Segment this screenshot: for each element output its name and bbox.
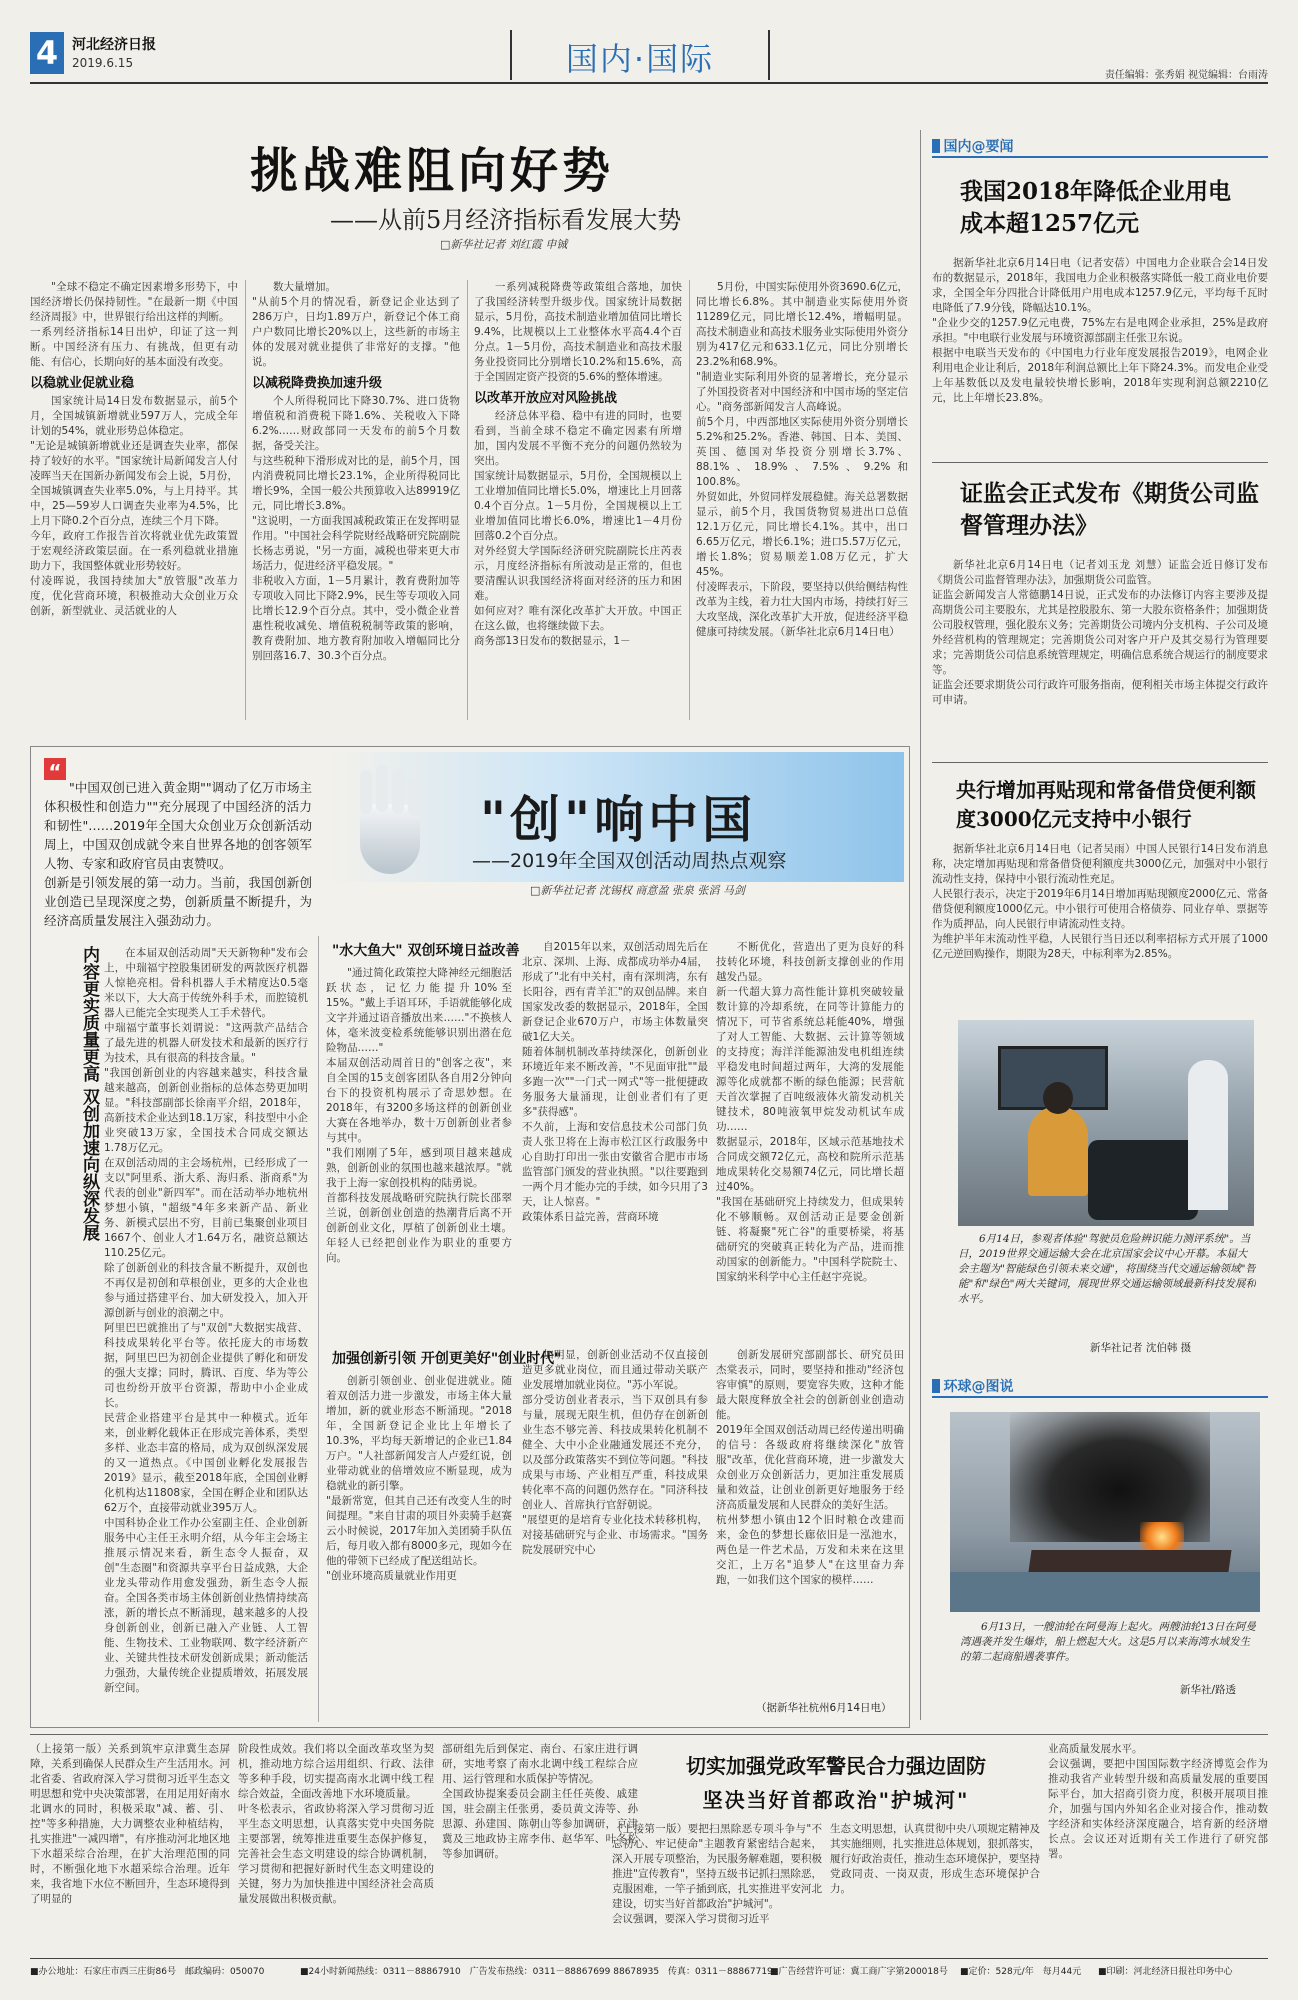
- photo1-caption: 6月14日，参观者体验"驾驶员危险辨识能力测评系统"。当日，2019世界交通运输大会在北京国家会议中心开幕。本届大会主题为"智能绿色引领未来交通"，将围绕当代交通运输领域"智能"和"绿色"两大关键词，展现世界交通运输领域最新科技发展和水平。: [958, 1233, 1256, 1305]
- bottom-headline-1: 切实加强党政军警民合力强边固防: [686, 1754, 986, 1778]
- robot-hand-graphic: [330, 770, 450, 880]
- col-divider: [245, 280, 246, 720]
- feature-quote-intro: "中国双创已进入黄金期""调动了亿万市场主体积极性和创造力""充分展现了中国经济的活力和韧性"……2019年全国大众创业万众创新活动周上，中国双创成就令来自世界各地的创客领军人物、专家和政府官员由衷赞叹。 创新是引领发展的第一动力。当前，我国创新创业创造已呈现深度之势，创新质量不断提升，为经济高质量发展注入强劲动力。: [44, 780, 312, 928]
- sidebar-header-world: [932, 1376, 1268, 1398]
- square-icon: [932, 1379, 940, 1393]
- feature-subtitle: ——2019年全国双创活动周热点观察: [472, 850, 787, 872]
- footer-rule: [30, 1958, 1268, 1959]
- col-divider: [318, 936, 319, 1722]
- photo-person-head: [1043, 1082, 1073, 1114]
- lead-col-1: [30, 280, 238, 720]
- feature-subhead-2: 加强创新引领 开创更美好"创业时代": [332, 1351, 562, 1367]
- lead-col4: 5月份，中国实际使用外资3690.6亿元，同比增长6.8%。其中制造业实际使用外资11289亿元，同比增长12.4%，增幅明显。高技术制造业和高技术服务业实际使用外资分别为417亿元和633.1亿元，同比分别增长23.2%和68.9%。 "制造业实际利用外资的显著增长，充分显示了外国投资者对中国经济和中国市场的坚定信心。"商务部新闻发言人高峰说。 前5个月，中西部地区实际使用外资分别增长5.2%和25.2%。香港、韩国、日本、美国、英国、德国对华投资分别增长3.7%、88.1%、18.9%、7.5%、9.2%和100.8%。 外贸如此，外贸同样发展稳健。海关总署数据显示，前5个月，我国货物贸易进出口总值12.1万亿元，同比增长4.1%。其中，出口6.65万亿元，增长6.1%；进口5.57万亿元，增长1.8%；贸易顺差1.08万亿元，扩大45%。 付凌晖表示，下阶段，要坚持以供给侧结构性改革为主线，着力壮大国内市场，持续打好三大攻坚战，深化改革扩大开放，促进经济平稳健康可持续发展。（新华社北京6月14日电）: [696, 281, 908, 638]
- bottom-col-5: 生态文明思想，认真贯彻中央八项规定精神及其实施细则，扎实推进总体规划，狠抓落实，履行好政治责任，推动生态环境保护，要坚持党政同责、一岗双责，形成生态环境保护合力。: [830, 1823, 1040, 1895]
- editors: 责任编辑：张秀娟 视觉编辑：台雨涛: [1104, 70, 1268, 81]
- section-title: 国内·国际: [565, 40, 715, 78]
- lead-col-2: [252, 280, 460, 720]
- issue-date: 2019.6.15: [72, 56, 134, 70]
- photo1-credit: 新华社记者 沈伯韩 摄: [1090, 1342, 1192, 1354]
- sidebar-divider: [920, 130, 921, 1720]
- robot-hand-finger: [392, 768, 404, 814]
- lead-subhead-3: 以改革开放应对风险挑战: [474, 391, 618, 406]
- photo2-credit: 新华社/路透: [1180, 1684, 1237, 1696]
- bottom-rule: [30, 1734, 1268, 1735]
- robot-hand-finger: [360, 770, 372, 814]
- quote-icon: “: [44, 758, 66, 780]
- sidebar-header2-label: 环球@图说: [943, 1379, 1014, 1395]
- feature-left-body: 在本届双创活动周"天天新物种"发布会上，中瑞福宁控股集团研发的两款医疗机器人惊艳亮相。骨科机器人手术精度达0.5毫米以下，大大高于传统外科手术，而腔镜机器人已能完全实现类人工手术替代。 中瑞福宁董事长刘谓说："这两款产品结合了最先进的机器人研发技术和最新的医疗行为技术，具有很高的科技含量。" "我国创新创业的内容越来越实，科技含量越来越高，创新创业指标的总体态势更加明显。"科技部副部长徐南平介绍，2018年，高新技术企业达到18.1万家，科技型中小企业突破13万家，全国技术合同成交额达1.78万亿元。 在双创活动周的主会场杭州，已经形成了一支以"阿里系、浙大系、海归系、浙商系"为代表的创业"新四军"。而在活动举办地杭州梦想小镇，"超级"4年多来新产品、新业务、新模式层出不穷，目前已集聚创业项目1667个、创业人才1.64万名，融资总额达110.25亿元。 除了创新创业的科技含量不断提升，双创也不再仅是初创和草根创业，更多的大企业也参与通过搭建平台、加大研发投入，加入开源创新与创业的浪潮之中。 阿里巴巴就推出了与"双创"大数据实战营、科技成果转化平台等。依托庞大的市场数据，阿里巴巴为初创企业提供了孵化和研发的强大支撑；同时，腾讯、百度、华为等公司也纷纷开放平台资源，帮助中小企业成长。 民营企业搭建平台是其中一种模式。近年来，创业孵化载体正在形成完善体系，类型多样、业态丰富的格局，成为双创纵深发展的又一道热点。《中国创业孵化发展报告2019》显示，截至2018年底，全国创业孵化机构达11808家，全国在孵企业和团队达62万个，直接带动就业395万人。 中国科协企业工作办公室副主任、企业创新服务中心主任王永明介绍，从今年主会场主推展示情况来看，新生态令人振奋，双创"生态圈"和资源共享平台日益成熟，大企业龙头带动作用愈发强劲，新生态令人振奋。全国各类市场主体创新创业热情持续高涨，新的增长点不断涌现，越来越多的人投身创新创业，创新已融入产业链、人工智能、生物技术、工业物联网、数字经济新产业、关键共性技术研发创新成果；新动能活力强劲，大量传统企业提质增效，拓展发展新空间。: [104, 947, 308, 1694]
- sidebar-item3-title: 央行增加再贴现和常备借贷便利额度3000亿元支持中小银行: [956, 778, 1256, 831]
- masthead: [30, 30, 1268, 90]
- photo-ship: [1028, 1550, 1231, 1572]
- sidebar-header-domestic: [932, 136, 1268, 158]
- feature-credit: （据新华社杭州6月14日电）: [756, 1702, 892, 1714]
- photo-fire: [1140, 1522, 1184, 1552]
- masthead-rule: [30, 82, 1268, 84]
- feature-s1-col1: "通过简化政策控大降神经元细胞活跃状态，记忆力能提升10%至15%。"戴上手语耳环，手语就能够化成文字并通过语音播放出来……"不换核人体，毫米波变检系统能够识别出潜在危险物品……" 本届双创活动周首日的"创客之夜"，来自全国的15支创客团队各自用2分钟向台下的投资机构展示了奇思妙想。在2018年，有3200多场这样的创新创业大赛在各地举办，数十万创新创业者参与其中。 "我们刚刚了5年，感到项目越来越成熟，创新创业的氛围也越来越浓厚。"就我于上海一家创投机构的陆勇说。 首都科技发展战略研究院执行院长邵翠兰说，创新创业创造的热潮背后离不开创新创业文化，厚植了创新创业土壤。年轻人已经把创业作为职业的重要方向。: [326, 967, 512, 1264]
- lead-col1-rest: 国家统计局14日发布数据显示，前5个月，全国城镇新增就业597万人，完成全年计划的54%，就业形势总体稳定。 "无论是城镇新增就业还是调查失业率，都保持了较好的水平。"国家统计局新闻发言人付凌晖当天在国新办新闻发布会上说，5月份，全国城镇调查失业率5.0%，与上月持平。其中，25—59岁人口调查失业率为4.5%，比上月下降0.2个百分点，连续三个月下降。 今年，政府工作报告首次将就业优先政策置于宏观经济政策层面。在一系列稳就业措施助力下，我国整体就业形势较好。 付凌晖说，我国持续加大"放管服"改革力度，优化营商环境，积极推动大众创业万众创新，新型就业、灵活就业的人: [30, 395, 238, 617]
- lead-col3-a: 一系列减税降费等政策组合落地，加快了我国经济转型升级步伐。国家统计局数据显示，5月份，高技术制造业增加值同比增长9.4%，比规模以上工业整体水平高4.4个百分点。1－5月份，高技术制造业和高技术服务业投资同比分别增长10.2%和15.6%，高于全国固定资产投资的5.6%的整体增速。: [474, 281, 682, 383]
- lead-col2-a: 数大量增加。 "从前5个月的情况看，新登记企业达到了286万户，日均1.89万户，新登记个体工商户户数同比增长20%以上，这些新的市场主体的发展对就业提供了非常好的支撑。"他说。: [252, 281, 460, 368]
- photo-seat: [1088, 1140, 1198, 1220]
- sidebar-item1-title: 我国2018年降低企业用电成本超1257亿元: [960, 178, 1232, 237]
- bottom-col-3: 部研组先后到保定、南台、石家庄进行调研，实地考察了南水北调中线工程综合应用、运行管理和水质保护等情况。 全国政协提案委员会副主任任英俊、戚建国，驻会副主任张勇，委员黄文涛等、孙思源、孙建国、陈朝山等参加调研，京津冀及三地政协主席李伟、赵华军、叶冬松等参加调研。: [442, 1743, 638, 1860]
- feature-s2-col3: 创新发展研究部副部长、研究员田杰棠表示，同时，要坚持和推动"经济包容审慎"的原则，要宽容失败，这种才能最大限度释放全社会的创新创业创造动能。 2019年全国双创活动周已经传递出明确的信号：各级政府将继续深化"放管服"改革，优化营商环境，进一步激发大众创业万众创新活力，更加注重发展质量和效益，让创业创新更好地服务于经济高质量发展和人民群众的美好生活。 杭州梦想小镇由12个旧时粮仓改建而来，金色的梦想长廊依旧是一泓池水，两色是一件艺术品，万发和未来在这里交汇，上万名"追梦人"在这里奋力奔跑，一如我们这个国家的模样……: [716, 1349, 904, 1586]
- lead-intro: "全球不稳定不确定因素增多形势下，中国经济增长仍保持韧性。"在最新一期《中国经济周报》中，世界银行给出这样的判断。 一系列经济指标14日出炉，印证了这一判断。中国经济有压力、有挑战，但更有动能、有信心，长期向好的基本面没有改变。: [30, 281, 238, 368]
- feature-s2-col1: 创新引领创业、创业促进就业。随着双创活力进一步激发，市场主体大量增加，新的就业形态不断涌现。"2018年，全国新登记企业比上年增长了10.3%，平均每天新增记的企业已1.84万户。"人社部新闻发言人卢爱红说，创业带动就业的倍增效应不断显现，成为稳就业的新引擎。 "最新常宽，但其自己还有改变人生的时间提理。"来自甘肃的项目外卖骑手赵赛云小时候说，2017年加入美团骑手队伍后，每月收入都有8000多元，现如今在他的带领下已经成了配送组站长。 "创业环境高质量就业作用更: [326, 1375, 512, 1582]
- feature-s2-col2: 加明显，创新创业活动不仅直接创造更多就业岗位，而且通过带动关联产业发展增加就业岗位。"苏小军说。 部分受访创业者表示，当下双创具有参与量，展现无限生机，但仍存在创新创业生态不够完善、科技成果转化机制不健全、大中小企业融通发展还不充分，以及部分政策落实不到位等问题。"科技成果与市场、产业相互严重，科技成果转化率不高的问题仍然存在。"同济科技创业人、首席执行官舒朝说。 "展望更的是培育专业化技术转移机构，对接基础研究与企业、市场需求。"国务院发展研究中心: [522, 1349, 708, 1556]
- col-divider: [689, 280, 690, 720]
- footer-price: ■定价：528元/年 每月44元: [960, 1967, 1082, 1977]
- lead-col2-b: 个人所得税同比下降30.7%、进口货物增值税和消费税下降1.6%、关税收入下降6.2%……财政部同一天发布的前5个月数据，备受关注。 与这些税种下滑形成对比的是，前5个月，国内消费税同比增长23.1%，企业所得税同比增长9%，全国一般公共预算收入达89919亿元，同比增长3.8%。 "这说明，一方面我国减税政策正在发挥明显作用。"中国社会科学院财经战略研究院副院长杨志勇说，"另一方面，减税也带来更大市场活力，促进经济平稳发展。" 非税收入方面，1－5月累计，教育费附加等专项收入同比下降2.9%，民生等专项收入同比增长12.9个百分点。其中，受小微企业普惠性税收减免、增值税税制等政策的影响，教育费附加、地方教育附加收入增幅同比分别回落16.7、30.3个百分点。: [252, 395, 460, 662]
- sidebar-rule: [932, 762, 1268, 763]
- robot-hand-finger: [376, 764, 388, 812]
- footer-license: ■广告经营许可证：冀工商广字第200018号: [770, 1967, 948, 1977]
- feature-vertical-head: 内容更实质量更高 双创加速向纵深发展: [79, 946, 99, 1241]
- col-divider: [467, 280, 468, 720]
- sidebar-rule: [932, 462, 1268, 463]
- feature-s1-col2: 自2015年以来，双创活动周先后在北京、深圳、上海、成都成功举办4届，形成了"北有中关村，南有深圳湾，东有长阳谷，西有青羊汇"的双创品牌。来自国家发改委的数据显示，2018年，全国新登记企业670万户，市场主体数量突破1亿大关。 随着体制机制改革持续深化，创新创业环境近年来不断改善，"不见面审批""最多跑一次""一门式一网式"等一批便捷政务服务大量涌现，让创业者们有了更多"获得感"。 不久前，上海和安信息技术公司部门负责人张卫将在上海市松江区行政服务中心自助打印出一张由安徽省合肥市市场监管部门颁发的营业执照。"以往要跑到一两个月才能办完的手续，如今只用了3天，让人惊喜。" 政策体系日益完善，营商环境: [522, 941, 708, 1223]
- square-icon: [932, 139, 940, 153]
- photo-sea: [950, 1572, 1260, 1612]
- photo-person: [1028, 1106, 1088, 1196]
- photo-tanker-fire: [950, 1412, 1260, 1612]
- lead-byline: □新华社记者 刘红霞 申铖: [440, 238, 568, 251]
- footer-printer: ■印刷：河北经济日报社印务中心: [1098, 1967, 1233, 1977]
- sidebar-item3-body: 据新华社北京6月14日电（记者吴雨）中国人民银行14日发布消息称，决定增加再贴现和常备借贷便利额度共3000亿元，加强对中小银行流动性支持，保持中小银行流动性充足。 人民银行表示，决定于2019年6月14日增加再贴现额度2000亿元、常备借贷便利额度1000亿元。中小银行可使用合格债券、同业存单、票据等作为质押品，向人民银行申请流动性支持。 为维护半年末流动性平稳，人民银行当日还以利率招标方式开展了1000亿元逆回购操作，期限为28天，中标利率为2.85%。: [932, 843, 1268, 960]
- bottom-col-4: （上接第一版）要把扫黑除恶专项斗争与"不忘初心、牢记使命"主题教育紧密结合起来，深入开展专项整治，为民服务解难题，要积极推进"宣传教育"，坚持五级书记抓扫黑除恶，克服困难，一竿子插到底，扎实推进平安河北建设，切实当好首都政治"护城河"。 会议强调，要深入学习贯彻习近平: [612, 1823, 822, 1925]
- bottom-col-2: 阶段性成效。我们将以全面改革攻坚为契机，推动地方综合运用组织、行政、法律等多种手段，切实提高南水北调中线工程综合效益，全面改善地下水环境质量。 叶冬松表示，省政协将深入学习贯彻习近平生态文明思想，认真落实党中央国务院主要部署，统筹推进重要生态保护修复，完善社会生态文明建设的综合协调机制，学习贯彻和把握好新时代生态文明建设的关键，努力为加快推进中国经济社会高质量发展做出积极贡献。: [238, 1743, 434, 1905]
- photo-traffic-expo: [958, 1020, 1254, 1226]
- footer-hotline: ■24小时新闻热线：0311－88867910 广告发布热线：0311－88867699 88678935 传真：0311－88867719: [300, 1967, 773, 1977]
- feature-byline: □新华社记者 沈锡权 商意盈 张泉 张滔 马剑: [530, 884, 745, 897]
- sidebar-item2-title: 证监会正式发布《期货公司监督管理办法》: [960, 480, 1259, 539]
- page-number-badge: 4: [30, 32, 64, 74]
- feature-s1-col3: 不断优化，营造出了更为良好的科技转化环境，科技创新支撑创业的作用越发凸显。 新一代超大算力高性能计算机突破较量数计算的冷却系统，在同等计算能力的情况下，可节省系统总耗能40%，增强了对人工智能、大数据、云计算等领域的支持度；海洋洋能源油发电机组连续平稳发电时间超过两年，大湾的发展能源等化成就都不断的绿色能源；民营航天首次掌握了百吨级液体火箭发动机关键技术，80吨液氧甲烷发动机试车成功…… 数据显示，2018年，区域示范基地技术合同成交额72亿元，高校和院所示范基地成果转化交易额74亿元，同比增长超过40%。 "我国在基础研究上持续发力，但成果转化不够顺畅。双创活动正是要金创新链、将凝聚"死亡谷"的重要桥梁，将基础研究的突破真正转化为产品，进而推动国家的创新能力。"中国科学院院士、国家纳米科学中心主任赵宇亮说。: [716, 941, 904, 1283]
- bottom-col-1: （上接第一版）关系到筑牢京津冀生态屏障，关系到确保人民群众生产生活用水。河北省委、省政府深入学习贯彻习近平生态文明思想和党中央决策部署，在用足用好南水北调水的同时，积极采取"减、蓄、引、控"等多种措施，大力调整农业种植结构，扎实推进"一减四增"，有序推动河北地区地下水超采综合治理，在扩大治理范围的同时，不断强化地下水超采综合治理。近年来，我省地下水位不断回升，生态环境得到了明显的: [30, 1743, 230, 1905]
- lead-headline: 挑战难阻向好势: [250, 143, 615, 199]
- lead-col-3: [474, 280, 682, 720]
- sidebar-item2-body: 新华社北京6月14日电（记者刘玉龙 刘慧）证监会近日修订发布《期货公司监督管理办法》，加强期货公司监管。 证监会新闻发言人常德鹏14日说，正式发布的办法修订内容主要涉及提高期货公司主要股东，尤其是控股股东、第一大股东资格条件；加强期货公司股权管理，强化股东义务；完善期货公司境内分支机构、子公司及境外经营机构的管理规定；完善期货公司对客户开户及其交易行为管理要求；完善期货公司信息系统管理规定，明确信息系统合规运行的制度要求等。 证监会还要求期货公司行政许可服务指南，便利相关市场主体提交行政许可申请。: [932, 559, 1268, 706]
- lead-subhead-1: 以稳就业促就业稳: [30, 376, 135, 391]
- robot-hand-finger: [408, 778, 420, 816]
- photo-bystander: [1188, 1060, 1228, 1210]
- lead-col3-b: 经济总体平稳、稳中有进的同时，也要看到，当前全球不稳定不确定因素有所增加，国内发展不平衡不充分的问题仍然较为突出。 国家统计局数据显示，5月份，全国规模以上工业增加值同比增长5.0%，增速比上月回落0.4个百分点。1－5月份，全国规模以上工业增加值同比增长6.0%，增速比1－4月份回落0.2个百分点。 对外经贸大学国际经济研究院副院长庄芮表示，月度经济指标有所波动是正常的，但也要清醒认识我国经济将面对经济的压力和困难。 如何应对？唯有深化改革扩大开放。中国正在这么做，也将继续做下去。 商务部13日发布的数据显示，1－: [474, 410, 682, 647]
- lead-subtitle: ——从前5月经济指标看发展大势: [330, 206, 682, 234]
- feature-subhead-1: "水大鱼大" 双创环境日益改善: [332, 943, 520, 959]
- sidebar-item1-body: 据新华社北京6月14日电（记者安蓓）中国电力企业联合会14日发布的数据显示，2018年，我国电力企业积极落实降低一般工商业电价要求，全国全年分四批合计降低用户用电成本1257.9亿元，平均每千瓦时电降低了7.9分钱，降幅达10.1%。 "企业少交的1257.9亿元电费，75%左右是电网企业承担，25%是政府承担。"中电联行业发展与环境资源部副主任张卫东说。 根据中电联当天发布的《中国电力行业年度发展报告2019》，电网企业利用电企业让利后，2018年利润总额比上年下降24.3%。而发电企业受上年基数低以及发电量较快增长影响，2018年实现利润总额2210亿元，比上年增长23.8%。: [932, 257, 1268, 404]
- lead-col-4: [696, 280, 908, 720]
- feature-title: "创"响中国: [480, 790, 757, 849]
- photo2-caption: 6月13日，一艘油轮在阿曼海上起火。两艘油轮13日在阿曼湾遇袭并发生爆炸，船上燃起大火。这是5月以来海湾水域发生的第二起商船遇袭事件。: [960, 1621, 1256, 1663]
- bottom-headline-2: 坚决当好首都政治"护城河": [702, 1788, 970, 1812]
- sidebar-header-label: 国内@要闻: [943, 139, 1014, 155]
- footer-address: ■办公地址：石家庄市西三庄街86号 邮政编码：050070: [30, 1967, 265, 1977]
- lead-subhead-2: 以减税降费换加速升级: [252, 376, 383, 391]
- paper-name: 河北经济日报: [72, 37, 156, 53]
- bottom-col-6: 业高质量发展水平。 会议强调，要把中国国际数字经济博览会作为推动我省产业转型升级和高质量发展的重要国际平台，加大招商引资力度，积极开展项目推介，加强与国内外知名企业对接合作，推动数字经济和实体经济深度融合，培育新的经济增长点。会议还对近期有关工作进行了研究部署。: [1048, 1743, 1268, 1860]
